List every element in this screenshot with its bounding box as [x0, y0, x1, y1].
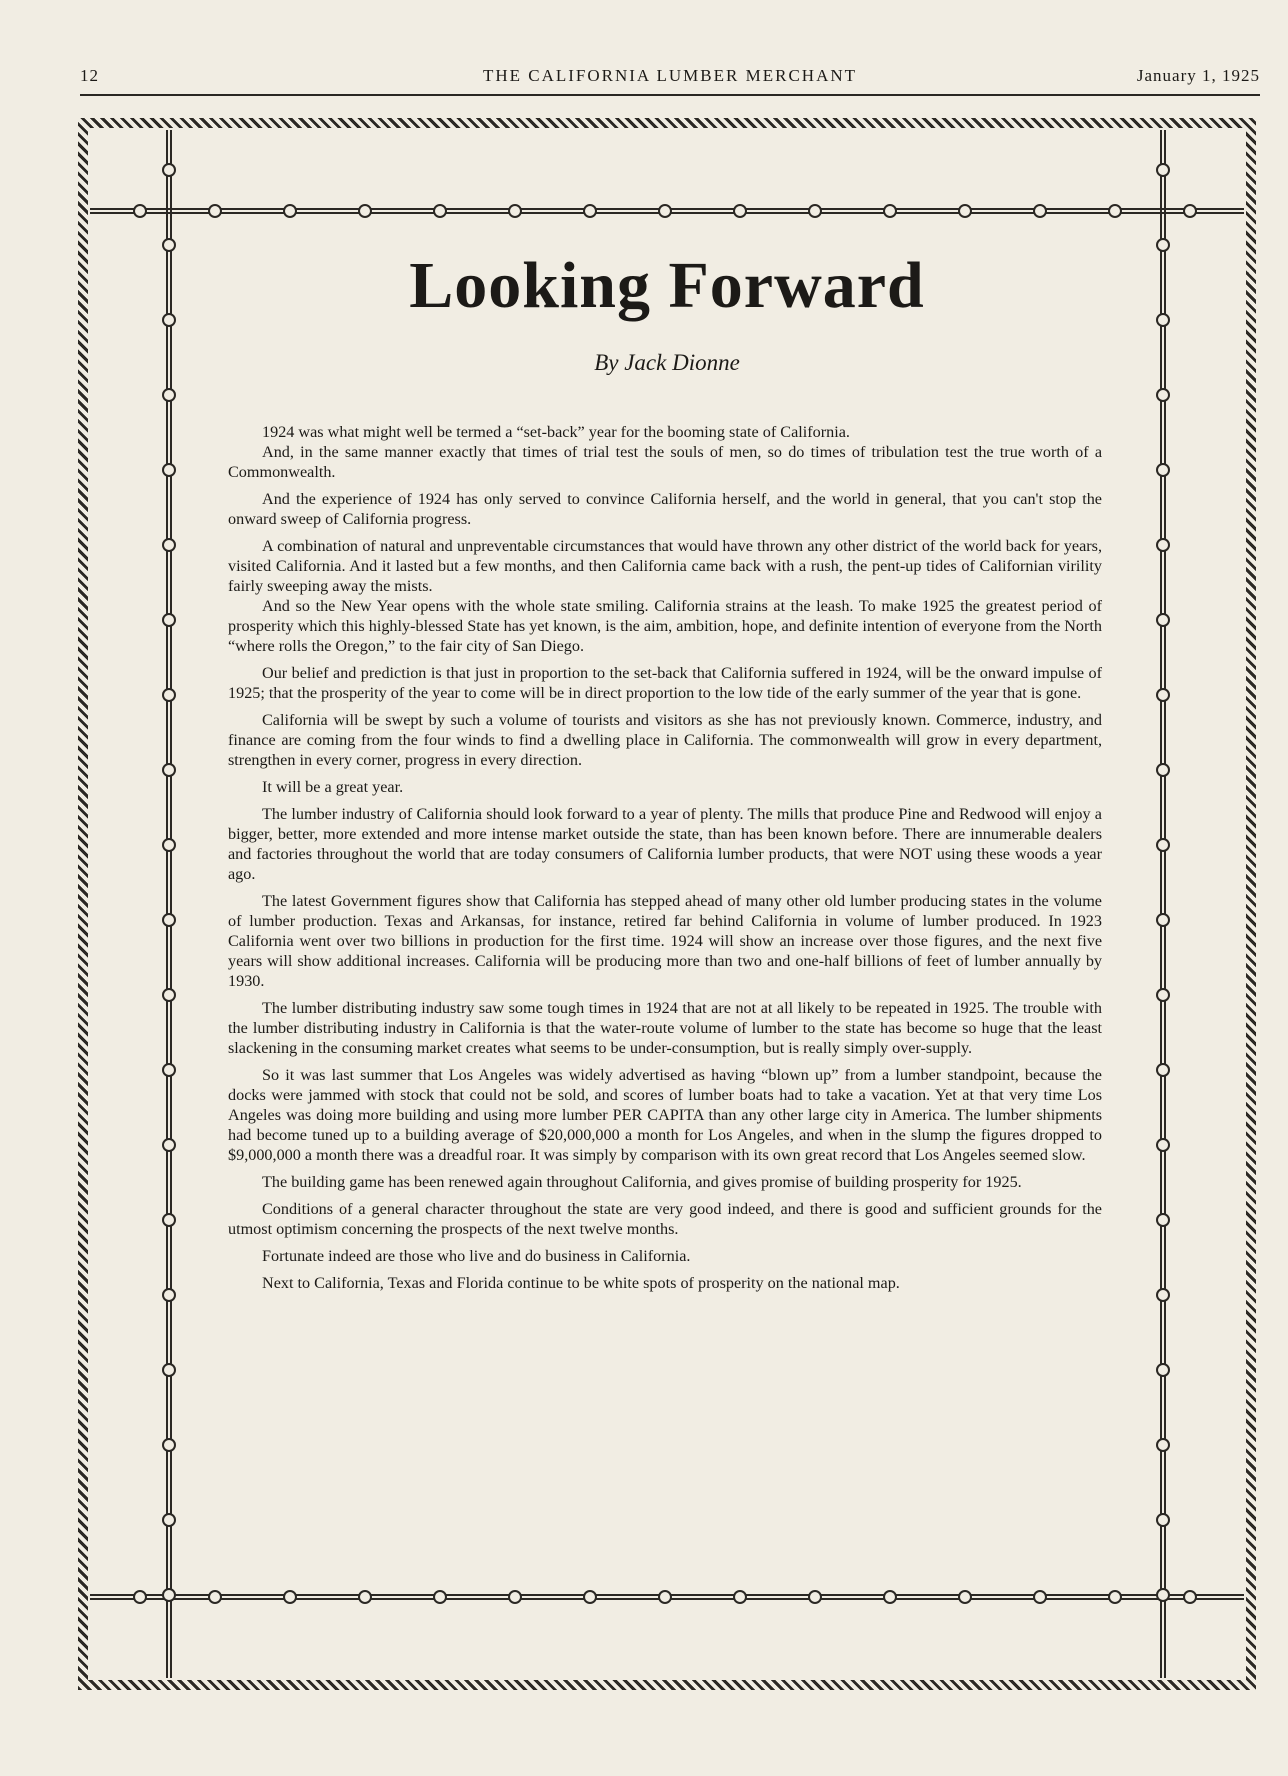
ornament-knot	[958, 1590, 972, 1604]
ornament-knot	[1156, 613, 1170, 627]
article-paragraph: The lumber industry of California should look forward to a year of plenty. The mills that produce Pine and Redwood will enjoy a bigger, better, more extended and more intense market outside the state, than has been known before. There are innumerable dealers and factories throughout the world that are today consumers of California lumber products, that were NOT using these woods a year ago.	[228, 805, 1102, 883]
ornament-knot	[1156, 988, 1170, 1002]
ornament-knot	[162, 913, 176, 927]
ornament-knot	[1183, 1590, 1197, 1604]
ornament-knot	[162, 388, 176, 402]
ornament-knot	[162, 1138, 176, 1152]
article-byline: By Jack Dionne	[594, 350, 740, 375]
article-paragraph: It will be a great year.	[262, 778, 404, 796]
ornament-knot	[208, 204, 222, 218]
ornament-knot	[162, 1588, 176, 1602]
ornament-knot	[583, 204, 597, 218]
ornament-knot	[808, 204, 822, 218]
article-paragraph: The lumber distributing industry saw some tough times in 1924 that are not at all likely to be repeated in 1925. The trouble with the lumber distributing industry in California is that the water-route volume of lumber to the state has become so huge that the least slackening in the consuming market creates what seems to be under-consumption, but is really simply over-supply.	[228, 999, 1102, 1057]
ornament-knot	[358, 1590, 372, 1604]
ornament-knot	[883, 204, 897, 218]
ornament-knot	[1156, 1213, 1170, 1227]
ornament-knot	[162, 688, 176, 702]
ornament-knot	[162, 1438, 176, 1452]
ornament-knot	[133, 204, 147, 218]
article-paragraph: And, in the same manner exactly that times of trial test the souls of men, so do times of tribulation test the true worth of a Commonwealth.	[228, 443, 1102, 481]
ornament-knot	[733, 204, 747, 218]
ornament-knot	[283, 204, 297, 218]
ornament-knot	[162, 1063, 176, 1077]
ornament-knot	[162, 838, 176, 852]
ornament-knot	[1156, 463, 1170, 477]
ornament-knot	[162, 988, 176, 1002]
ornament-knot	[1183, 204, 1197, 218]
ornament-knot	[583, 1590, 597, 1604]
issue-date: January 1, 1925	[1136, 66, 1260, 85]
ornament-knot	[433, 204, 447, 218]
ornament-knot	[162, 238, 176, 252]
ornament-knot	[1156, 1363, 1170, 1377]
ornament-knot	[162, 1288, 176, 1302]
ornament-knot	[1156, 1438, 1170, 1452]
ornament-knot	[283, 1590, 297, 1604]
ornament-knot	[1156, 688, 1170, 702]
ornament-knot	[508, 204, 522, 218]
ornament-knot	[883, 1590, 897, 1604]
article-paragraph: The latest Government figures show that California has stepped ahead of many other old lumber producing states in the volume of lumber production. Texas and Arkansas, for instance, retired far behind California in volume of lumber produced. In 1923 California went over two billions in production for the first time. 1924 will show an increase over those figures, and the next five years will show additional increases. California will be producing more than two and one-half billions of feet of lumber annually by 1930.	[228, 892, 1102, 990]
ornament-knot	[162, 613, 176, 627]
article-paragraph: Conditions of a general character throughout the state are very good indeed, and there is good and sufficient grounds for the utmost optimism concerning the prospects of the next twelve months.	[228, 1200, 1102, 1238]
ornament-knot	[1033, 204, 1047, 218]
ornament-knot	[808, 1590, 822, 1604]
ornament-knot	[733, 1590, 747, 1604]
article-body	[228, 422, 1102, 1300]
article-paragraph: And so the New Year opens with the whole state smiling. California strains at the leash. To make 1925 the greatest period of prosperity which this highly-blessed State has yet known, is the aim, ambition, hope, and definite intention of everyone from the North “where rolls the Oregon,” to the fair city of San Diego.	[228, 597, 1102, 655]
ornament-knot	[1156, 913, 1170, 927]
ornament-knot	[162, 1213, 176, 1227]
ornament-knot	[1108, 204, 1122, 218]
ornament-knot	[1156, 388, 1170, 402]
ornament-knot	[162, 313, 176, 327]
article-paragraph: And the experience of 1924 has only served to convince California herself, and the world in general, that you can't stop the onward sweep of California progress.	[228, 490, 1102, 528]
masthead: THE CALIFORNIA LUMBER MERCHANT	[482, 66, 858, 85]
ornament-knot	[162, 763, 176, 777]
ornament-knot	[1033, 1590, 1047, 1604]
article-paragraph: Our belief and prediction is that just in proportion to the set-back that California suffered in 1924, will be the onward impulse of 1925; that the prosperity of the year to come will be in direct proportion to the low tide of the early summer of the year that is gone.	[228, 664, 1102, 702]
ornament-knot	[1156, 763, 1170, 777]
ornament-knot	[658, 204, 672, 218]
ornament-knot	[1108, 1590, 1122, 1604]
ornament-knot	[1156, 1588, 1170, 1602]
article-paragraph: The building game has been renewed again throughout California, and gives promise of building prosperity for 1925.	[262, 1173, 1022, 1191]
article-title: Looking Forward	[409, 249, 925, 322]
ornament-knot	[1156, 238, 1170, 252]
ornament-knot	[208, 1590, 222, 1604]
ornament-knot	[1156, 1513, 1170, 1527]
ornament-knot	[162, 1513, 176, 1527]
ornament-knot	[1156, 1138, 1170, 1152]
article-paragraph: So it was last summer that Los Angeles was widely advertised as having “blown up” from a lumber standpoint, because the docks were jammed with stock that could not be sold, and scores of lumber boats had to take a vacation. Yet at that very time Los Angeles was doing more building and using more lumber PER CAPITA than any other large city in America. The lumber shipments had become tuned up to a building average of $20,000,000 a month for Los Angeles, and when in the slump the figures dropped to $9,000,000 a month there was a dreadful roar. It was simply by comparison with its own great record that Los Angeles seemed slow.	[228, 1066, 1102, 1164]
ornament-knot	[958, 204, 972, 218]
ornament-knot	[162, 1363, 176, 1377]
ornament-knot	[1156, 1063, 1170, 1077]
page-number: 12	[80, 66, 99, 85]
ornament-knot	[508, 1590, 522, 1604]
ornament-knot	[1156, 538, 1170, 552]
ornament-knot	[162, 538, 176, 552]
ornament-knot	[1156, 163, 1170, 177]
article-paragraph: Fortunate indeed are those who live and do business in California.	[262, 1247, 691, 1265]
ornament-knot	[658, 1590, 672, 1604]
ornament-knot	[1156, 1288, 1170, 1302]
ornament-knot	[162, 463, 176, 477]
article-paragraph: 1924 was what might well be termed a “set-back” year for the booming state of California.	[262, 423, 850, 441]
ornament-knot	[358, 204, 372, 218]
article-paragraph: A combination of natural and unpreventable circumstances that would have thrown any other district of the world back for years, visited California. And it lasted but a few months, and then California came back with a rush, the pent-up tides of Californian virility fairly sweeping away the mists.	[228, 537, 1102, 595]
article-paragraph: Next to California, Texas and Florida continue to be white spots of prosperity on the national map.	[262, 1274, 900, 1292]
ornament-knot	[162, 163, 176, 177]
ornament-knot	[433, 1590, 447, 1604]
ornament-knot	[1156, 838, 1170, 852]
article-paragraph: California will be swept by such a volume of tourists and visitors as she has not previously known. Commerce, industry, and finance are coming from the four winds to find a dwelling place in California. The commonwealth will grow in every department, strengthen in every corner, progress in every direction.	[228, 711, 1102, 769]
running-head	[80, 64, 1260, 96]
ornament-knot	[133, 1590, 147, 1604]
ornament-knot	[1156, 313, 1170, 327]
